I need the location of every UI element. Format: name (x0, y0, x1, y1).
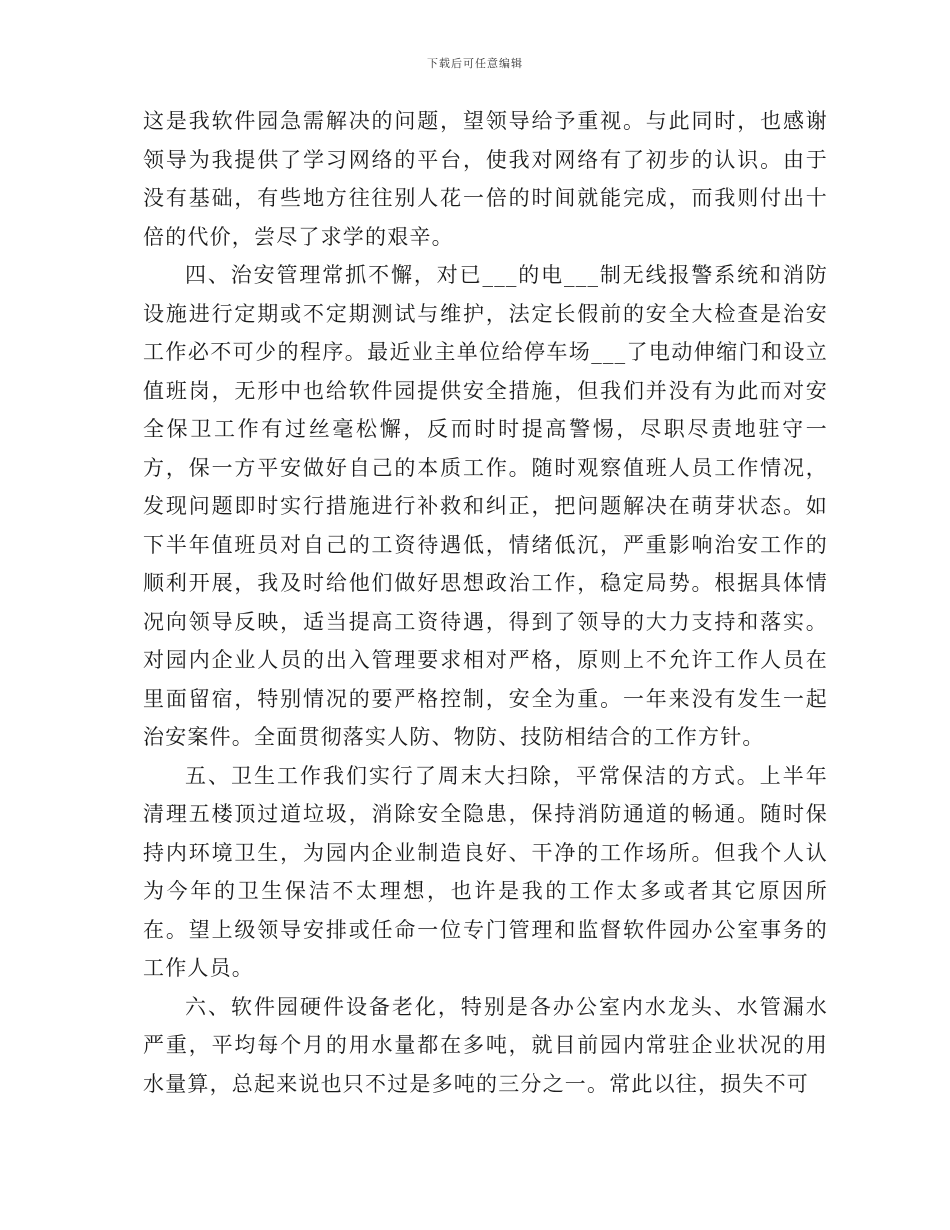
paragraph-hardware-aging: 六、软件园硬件设备老化，特别是各办公室内水龙头、水管漏水严重，平均每个月的用水量都在多吨，就目前园内常驻企业状况的用水量算，总起来说也只不过是多吨的三分之一。常此以往，损失不可 (143, 994, 828, 1096)
paragraph-continued: 这是我软件园急需解决的问题，望领导给予重视。与此同时，也感谢领导为我提供了学习网络的平台，使我对网络有了初步的认识。由于没有基础，有些地方往往别人花一倍的时间就能完成，而我则付出十倍的代价，尝尽了求学的艰辛。 (143, 109, 828, 249)
document-body (143, 102, 828, 1103)
page-header-note: 下载后可任意编辑 (427, 57, 523, 70)
paragraph-sanitation-work: 五、卫生工作我们实行了周末大扫除，平常保洁的方式。上半年清理五楼顶过道垃圾，消除安全隐患，保持消防通道的畅通。随时保持内环境卫生，为园内企业制造良好、干净的工作场所。但我个人认为今年的卫生保洁不太理想，也许是我的工作太多或者其它原因所在。望上级领导安排或任命一位专门管理和监督软件园办公室事务的工作人员。 (143, 763, 828, 980)
paragraph-security-management: 四、治安管理常抓不懈，对已___的电___制无线报警系统和消防设施进行定期或不定期测试与维护，法定长假前的安全大检查是治安工作必不可少的程序。最近业主单位给停车场___了电动伸缩门和设立值班岗，无形中也给软件园提供安全措施，但我们并没有为此而对安全保卫工作有过丝毫松懈，反而时时提高警惕，尽职尽责地驻守一方，保一方平安做好自己的本质工作。随时观察值班人员工作情况，发现问题即时实行措施进行补救和纠正，把问题解决在萌芽状态。如下半年值班员对自己的工资待遇低，情绪低沉，严重影响治安工作的顺利开展，我及时给他们做好思想政治工作，稳定局势。根据具体情况向领导反映，适当提高工资待遇，得到了领导的大力支持和落实。对园内企业人员的出入管理要求相对严格，原则上不允许工作人员在里面留宿，特别情况的要严格控制，安全为重。一年来没有发生一起治安案件。全面贯彻落实人防、物防、技防相结合的工作方针。 (143, 263, 828, 749)
